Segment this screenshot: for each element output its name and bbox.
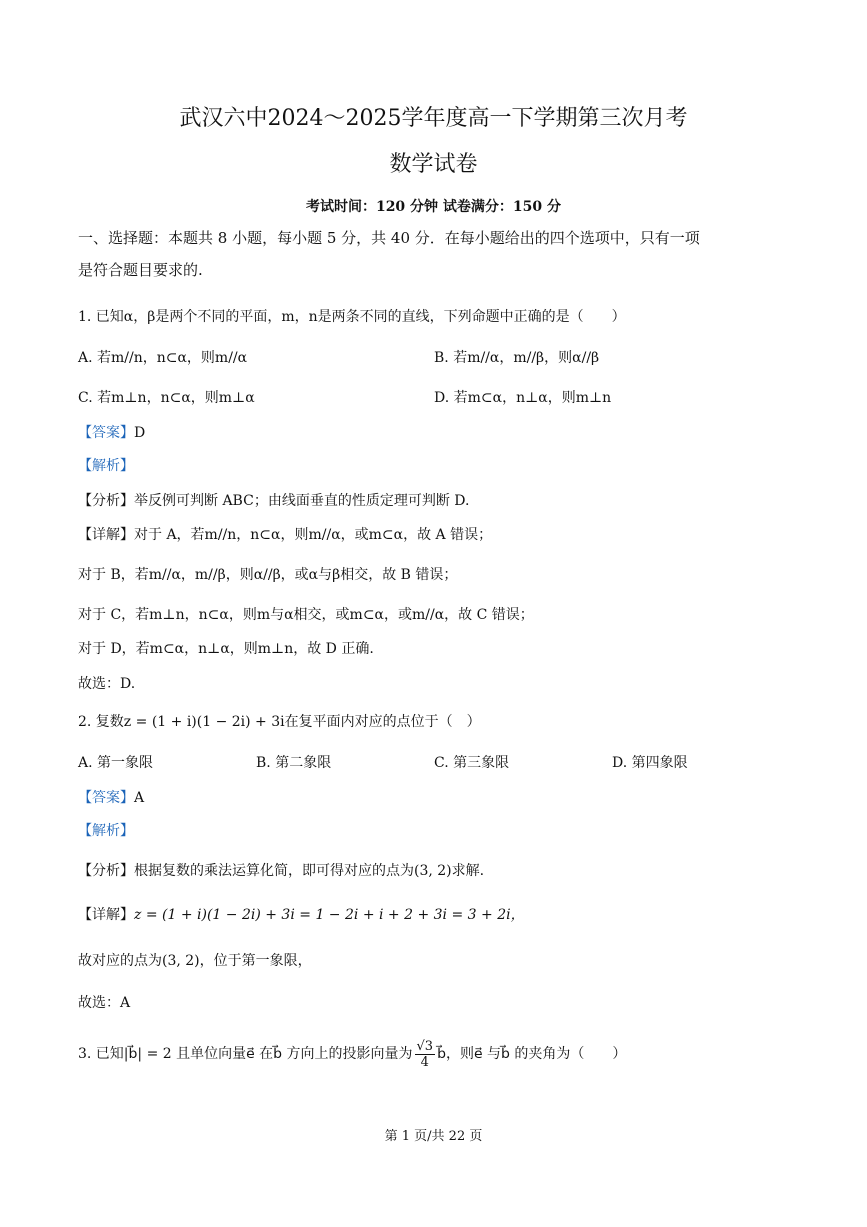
question-2-answer	[78, 788, 144, 808]
fenxi-text: 举反例可判断 ABC；由线面垂直的性质定理可判断 D.	[134, 493, 470, 509]
question-1-detail-c: 对于 C，若m⊥n，n⊂α，则m与α相交，或m⊂α，或m//α，故 C 错误；	[78, 607, 534, 623]
question-2-choice: 故选：A	[78, 995, 131, 1011]
section-instruction: 一、选择题：本题共 8 小题，每小题 5 分，共 40 分．在每小题给出的四个选项中，只有一项	[78, 229, 700, 247]
question-3-stem-a: 3. 已知|b⃗| = 2 且单位向量e⃗ 在b⃗ 方向上的投影向量为	[78, 1046, 413, 1062]
question-1-option-c: C. 若m⊥n，n⊂α，则m⊥α	[78, 390, 255, 406]
question-2-option-a: A. 第一象限	[78, 755, 154, 771]
question-2-stem: 2. 复数z = (1 + i)(1 − 2i) + 3i在复平面内对应的点位于（ ）	[78, 714, 481, 730]
question-1-analysis-tag: 【解析】	[78, 458, 134, 474]
fenxi-tag: 【分析】	[78, 493, 134, 509]
detail-line: 对于 A，若m//n，n⊂α，则m//α，或m⊂α，故 A 错误；	[134, 527, 493, 543]
question-3-stem	[78, 1036, 626, 1072]
detail-equation: z = (1 + i)(1 − 2i) + 3i = 1 − 2i + i + 2 + 3i = 3 + 2i，	[134, 907, 525, 923]
question-1-detail-d: 对于 D，若m⊂α，n⊥α，则m⊥n，故 D 正确.	[78, 641, 374, 657]
question-1-option-d: D. 若m⊂α，n⊥α，则m⊥n	[434, 390, 612, 406]
answer-value: A	[134, 790, 145, 806]
fraction-numerator: √3	[416, 1038, 434, 1054]
question-2-option-b: B. 第二象限	[256, 755, 332, 771]
page-number: 第 1 页/共 22 页	[384, 1129, 483, 1144]
question-1-detail-b: 对于 B，若m//α，m//β，则α//β，或α与β相交，故 B 错误；	[78, 567, 458, 583]
answer-tag: 【答案】	[78, 790, 134, 806]
question-3-stem-b: b⃗，则e⃗ 与b⃗ 的夹角为（ ）	[437, 1046, 627, 1062]
question-1-option-b: B. 若m//α，m//β，则α//β	[434, 350, 600, 366]
question-1-choice: 故选：D.	[78, 676, 136, 692]
answer-tag: 【答案】	[78, 425, 134, 441]
fenxi-text: 根据复数的乘法运算化简，即可得对应的点为(3, 2)求解.	[134, 863, 485, 879]
exam-title: 武汉六中2024～2025学年度高一下学期第三次月考	[179, 106, 688, 131]
question-1-option-a: A. 若m//n，n⊂α，则m//α	[78, 350, 248, 366]
exam-info: 考试时间：120 分钟 试卷满分：150 分	[305, 199, 562, 215]
fenxi-tag: 【分析】	[78, 863, 134, 879]
fraction-denominator: 4	[420, 1054, 429, 1070]
question-2-option-c: C. 第三象限	[434, 755, 510, 771]
question-2-detail	[78, 905, 525, 925]
question-2-option-d: D. 第四象限	[612, 755, 688, 771]
exam-subtitle: 数学试卷	[389, 152, 478, 177]
answer-value: D	[134, 425, 146, 441]
fraction	[415, 1039, 436, 1070]
question-1-fenxi	[78, 491, 469, 511]
xiangjie-tag: 【详解】	[78, 907, 134, 923]
question-1-stem: 1. 已知α，β是两个不同的平面，m，n是两条不同的直线，下列命题中正确的是（ ）	[78, 309, 626, 325]
section-instruction-cont: 是符合题目要求的.	[78, 261, 203, 279]
question-1-answer	[78, 423, 145, 443]
xiangjie-tag: 【详解】	[78, 527, 134, 543]
question-1-detail-a	[78, 525, 492, 545]
question-2-analysis-tag: 【解析】	[78, 823, 134, 839]
question-2-point: 故对应的点为(3, 2)，位于第一象限，	[78, 953, 312, 969]
question-2-fenxi	[78, 861, 484, 881]
